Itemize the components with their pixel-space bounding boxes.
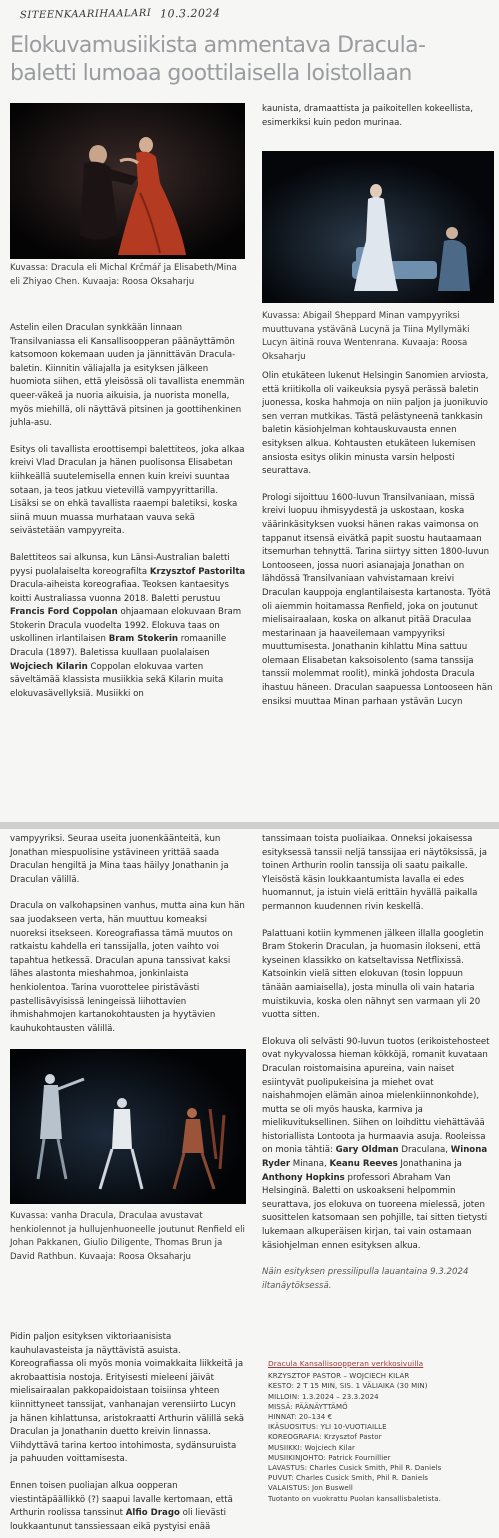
paragraph-origin: Balettiteos sai alkunsa, kun Länsi-Australian baletti pyysi puolalaiselta koreografilta Krzysztof Pastorilta Dracula-aiheista koreografiaa. Teoksen kantaesitys koitti Australiassa vuonna 2018. Baletti perustuu Francis Ford Coppolan ohjaamaan elokuvaan Bram Stokerin Dracula vuodelta 1992. Elokuva taas on uskollinen irlantilaisen Bram Stokerin romaanille Dracula (1897). Baletissa kuullaan puolalaisen Wojciech Kilarin Coppolan elokuvaa varten säveltämää klassista musiikkia sekä Kilarin muita elokuvasävellyksiä. Musiikki on (10, 552, 246, 699)
info-line: MISSÄ: PÄÄNÄYTTÄMÖ (268, 1402, 348, 1411)
paragraph-movie: Elokuva oli selvästi 90-luvun tuotos (erikoistehosteet ovat nykyvalossa hieman kökköjä, romanit kuvataan Draculan roistomaisina apureina, vain naiset esiintyvät puolipukeisina ja miehet ovat naishahmojen elämän ainoa mielenkiinnonkohde), mutta se oli myös hauska, karmiva ja mielikuvituksellinen. Siihen on loihdittu viehättävää historiallista Lontoota ja hurmaavia asuja. Rooleissa on monia tähtiä: Gary Oldman Draculana, Winona Ryder Minana, Keanu Reeves Jonathanina ja Anthony Hopkins professori Abraham Van Helsinginä. Baletti on uskoakseni helpommin seurattava, jos elokuva on tuoreena mielessä, joten suosittelen katsomaan sen pohjille, tai sitten tietysti lukemaan alkuperäisen kirjan, tai vain ostamaan käsiohjelman ennen esityksen alkua. (262, 1036, 490, 1251)
info-line: VALAISTUS: Jon Buswell (268, 1484, 353, 1493)
paragraph-erotic: Esitys oli tavallista eroottisempi balettiteos, joka alkaa kreivi Vlad Draculan ja hänen puolisonsa Elisabetan kiihkeällä suutelemisella ennen kuin kreivi suuntaa sotaan, ja teos jatkuu vietevillä vampyyrittarilla. Lisäksi se on ehkä tavallista raaempi baletiksi, koska siinä muun muassa murhataan vauva sekä seivästetään vampyyreita. (10, 444, 245, 537)
paragraph-costumes: Pidin paljon esityksen viktoriaanisista kauhulavasteista ja näyttävistä asuista. Koreografiassa oli myös monia voimakkaita liikkeitä ja akrobaattisia nostoja. Erityisesti mieleeni jäivät mielisairaalan pakkopaidoistaan toisiinsa yhteen kiinnittyneet tanssijat, vanhanajan verensiirto Lucyn ja hänen kihlattunsa, aristokraatti Arthurin välillä sekä Draculan ja Jonathanin duetto kreivin linnassa. Viihdyttävä tarina kertoo intohimosta, sydänsuruista ja pahuuden voittamisesta. (10, 1332, 245, 1465)
paragraph-hs-review: Olin etukäteen lukenut Helsingin Sanomien arviosta, että kriitikolla oli vaikeuksia pysyä perässä baletin juonessa, koska hahmoja on niin paljon ja juonikuvio sen verran mutkikas. Tästä pelästyneenä tankkasin baletin käsiohjelman kohtauskuvausta ennen esityksen alkua. Kohtausten etukäteen lukemisen ansiosta esitys olikin minusta varsin helposti seurattava. (262, 371, 489, 477)
left-column-page2-bottom (10, 1331, 246, 1538)
info-lines (268, 1371, 494, 1504)
paragraph-plot-cont: vampyyriksi. Seuraa useita juonenkäänteitä, kun Jonathan miespuolisine ystävineen yrittää saada Draculan hengiltä ja Mina taas häilyy Jonathanin ja Draculan välillä. (10, 834, 229, 885)
info-line: IKÄSUOSITUS: YLI 10-VUOTIAILLE (268, 1423, 387, 1432)
right-column-page1 (262, 370, 494, 722)
photo3-caption: Kuvassa: vanha Dracula, Draculaa avustavat henkiolennot ja hullujenhuoneelle joutunut Renfield eli Johan Pakkanen, Giulio Diligente, Thomas Brun ja David Rathbun. Kuvaaja: Roosa Oksaharju (10, 1211, 245, 1262)
info-line: MUSIIKINJOHTO: Patrick Fournillier (268, 1453, 391, 1462)
handwritten-date: 10.3.2024 (159, 6, 221, 21)
info-line: MILLOIN: 1.3.2024 – 23.3.2024 (268, 1392, 379, 1401)
info-line: Tuotanto on vuokrattu Puolan kansallisbaletista. (268, 1494, 442, 1503)
info-line: HINNAT: 20–134 € (268, 1413, 333, 1422)
paragraph-prologue: Prologi sijoittuu 1600-luvun Transilvaniaan, missä kreivi luopuu ihmisyydestä ja uskostaan, koska väärinkäsityksen vuoksi hänen rakas vaimonsa on tappanut itsensä eivätkä papit suostu hautaamaan itsemurhan tehnyttä. Tarina siirtyy sitten 1800-luvun Lontooseen, jossa nuori asianajaja Jonathan on lähdössä Transilvaniaan vahvistamaan kreivi Draculan kauppoja englantilaisesta kartanosta. Työtä oli aiemmin hoitamassa Renfield, joka on joutunut mielisairaalaan, koska on alkanut pitää Draculaa mestarinaan ja haaveilemaan vampyyriksi muuttumisesta. Jonathanin kihlattu Mina sattuu olemaan Elisabetan kaksoisolento (sama tanssija tanssii molemmat roolit), minkä johdosta Dracula ihastuu häneen. Draculan saapuessa Lontooseen hän ensiksi muuttaa Minan parhaan ystävän Lucyn (262, 492, 493, 707)
paragraph-second-half: tanssimaan toista puoliaikaa. Onneksi jokaisessa esityksessä tanssii neljä tanssijaa eri näytöksissä, ja toinen Arthurin roolin tanssija oli saatu paikalle. Yleisöstä käsin loukkaantumista lavalla ei edes huomannut, ja istuin vielä erittäin hyvällä paikalla permannon kuudennen rivin keskellä. (262, 834, 487, 912)
photo1-caption: Kuvassa: Dracula eli Michal Krčmář ja Elisabeth/Mina eli Zhiyao Chen. Kuvaaja: Roosa Oksaharju (10, 263, 237, 287)
info-line: MUSIIKKI: Wojciech Kilar (268, 1443, 355, 1452)
paragraph-netflix: Palattuani kotiin kymmenen jälkeen illalla googletin Bram Stokerin Draculan, ja huomasin ilokseni, että kyseinen klassikko on katseltavissa Netflixissä. Katsoinkin vielä sitten elokuvan (tosin loppuun tänään aamiaisella), josta minulla oli vain hataria muistikuvia, koska olen nähnyt sen varmaan yli 20 vuotta sitten. (262, 928, 484, 1021)
right-column-top (262, 103, 494, 143)
photo-lucy-mother (262, 151, 494, 303)
info-line: PUVUT: Charles Cusick Smith, Phil R. Daniels (268, 1474, 429, 1483)
page-separator (0, 822, 499, 829)
photo2-caption: Kuvassa: Abigail Sheppard Minan vampyyriksi muuttuvana ystävänä Lucynä ja Tiina Myllymäki Lucyn äitinä rouva Wentenrana. Kuvaaja: Roosa Oksaharju (262, 311, 470, 362)
paragraph-intro: Astelin eilen Draculan synkkään linnaan Transilvaniassa eli Kansallisoopperan päänäyttämön katsomoon kokemaan uuden ja jännittävän Dracula-baletin. Kiinnitin väliajalla ja esityksen jälkeen huomiota siihen, että yleisössä oli tavallista enemmän queer-väkeä ja nuoria aikuisia, ja nuorista monella, myös miehillä, oli näyttävä pitsinen ja goottihenkinen juhla-asu. (10, 323, 245, 429)
paragraph-injury: Ennen toisen puoliajan alkua oopperan viestintäpäällikkö (?) saapui lavalle kertomaan, että Arthurin roolissa tanssinut Alfio Drago oli lievästi loukkaantunut tanssiessaan eikä pystyisi enää (10, 1480, 233, 1532)
handwritten-source: SITEENKAARIHAALARI (19, 7, 152, 22)
info-box (268, 1359, 494, 1504)
left-column-page2 (10, 833, 246, 1049)
photo-renfield-spirits (10, 1049, 246, 1204)
info-line: KRZYSZTOF PASTOR – WOJCIECH KILAR (268, 1372, 410, 1381)
info-line: LAVASTUS: Charles Cusick Smith, Phil R. Daniels (268, 1464, 442, 1473)
article-headline: Elokuvamusiikista ammentava Dracula-baletti lumoaa goottilaisella loistollaan (10, 33, 426, 86)
photo-dracula-mina (10, 103, 245, 259)
paragraph-old-dracula: Dracula on valkohapsinen vanhus, mutta aina kun hän saa juodakseen verta, hän muuttuu komeaksi nuoreksi itsekseen. Koreografiassa tämä muutos on ratkaistu kahdella eri tanssijalla, joten vaihto voi tapahtua hetkessä. Draculan apuna tanssivat kaksi lähes alastonta mieshahmoa, jonkinlaista henkiolentoa. Tarina vuorottelee piristävästi pastellisävyisissä leningeissä liihottavien ihmishahmojen kartanokohtausten ja hyytävien kauhukohtausten välillä. (10, 901, 245, 1034)
paragraph-music-cont: kaunista, dramaattista ja paikoitellen kokeellista, esimerkiksi kuin pedon murinaa. (262, 104, 473, 128)
left-column-page1 (10, 322, 246, 714)
article-page-2 (0, 829, 499, 1538)
right-column-page2 (262, 833, 494, 1306)
info-line: KOREOGRAFIA: Krzysztof Pastor (268, 1433, 382, 1442)
info-line: KESTO: 2 T 15 MIN, SIS. 1 VÄLIAIKA (30 MIN) (268, 1382, 428, 1391)
press-ticket-note: Näin esityksen pressilipulla lauantaina 9.3.2024 iltanäytöksessä. (262, 1267, 469, 1291)
opera-website-link[interactable]: Dracula Kansallisoopperan verkkosivuilla (268, 1359, 424, 1368)
